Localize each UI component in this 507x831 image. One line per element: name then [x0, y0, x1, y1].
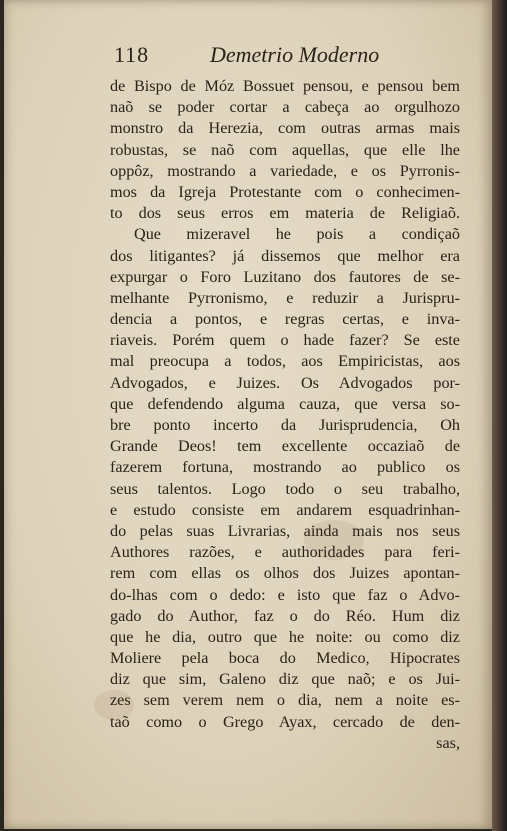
text-line: fazerem fortuna, mostrando ao publico os [110, 458, 460, 477]
catchword: sas, [436, 733, 460, 752]
text-line: que defendendo alguma cauza, que versa so- [110, 394, 460, 413]
book-fore-edge [492, 0, 507, 831]
text-line: Grande Deos! tem excellente occaziaõ de [110, 437, 460, 456]
text-line: de Bispo de Móz Bossuet pensou, e pensou bem [110, 77, 460, 95]
text-line: expurgar o Foro Luzitano dos fautores de se- [110, 267, 460, 286]
running-title: Demetrio Moderno [210, 42, 380, 67]
text-line: gado do Author, faz o do Réo. Hum diz [110, 606, 460, 625]
text-line: oppôz, mostrando a variedade, e os Pyrronis- [110, 161, 460, 180]
text-line: rem com ellas os olhos dos Juizes apontan- [110, 564, 460, 583]
page-number: 118 [114, 42, 150, 67]
text-line: do pelas suas Livrarias, ainda mais nos seus [110, 521, 460, 540]
text-line: diz que sim, Galeno diz que naõ; e os Jui- [110, 670, 460, 689]
text-line: mal preocupa a todos, aos Empiricistas, aos [110, 352, 460, 371]
text-line: bre ponto incerto da Jurisprudencia, Oh [110, 416, 460, 434]
text-line: Que mizeravel he pois a condiçaõ [134, 225, 460, 244]
text-line: Advogados, e Juizes. Os Advogados por- [110, 373, 460, 392]
page-header [108, 42, 468, 70]
text-line: dos litigantes? já dissemos que melhor era [110, 246, 460, 265]
text-line: do-lhas com o dedo: e isto que faz o Advo- [110, 585, 460, 604]
text-line: dencia a pontos, e regras certas, e inva- [110, 310, 460, 329]
text-line: Authores razões, e authoridades para feri- [110, 543, 460, 562]
text-line: melhante Pyrronismo, e reduzir a Jurispru- [110, 288, 460, 307]
text-line: riaveis. Porém quem o hade fazer? Se este [110, 331, 460, 350]
text-line: to dos seus erros em materia de Religiaõ. [110, 204, 460, 223]
text-line: e estudo consiste em andarem esquadrinhan- [110, 500, 460, 519]
page-text [110, 76, 460, 754]
text-line: que he dia, outro que he noite: ou como diz [110, 627, 460, 646]
text-line: robustas, se naõ com aquellas, que elle lhe [110, 140, 460, 159]
text-line: monstro da Herezia, com outras armas mais [110, 119, 460, 138]
text-line: Moliere pela boca do Medico, Hipocrates [110, 649, 460, 668]
text-line: seus talentos. Logo todo o seu trabalho, [110, 479, 460, 498]
text-line: zes sem verem nem o dia, nem a noite es- [110, 691, 460, 710]
text-line: naõ se poder cortar a cabeça ao orgulhozo [110, 98, 460, 117]
text-line: mos da Igreja Protestante com o conhecimen- [110, 182, 460, 201]
text-line: taõ como o Grego Ayax, cercado de den- [110, 712, 460, 731]
